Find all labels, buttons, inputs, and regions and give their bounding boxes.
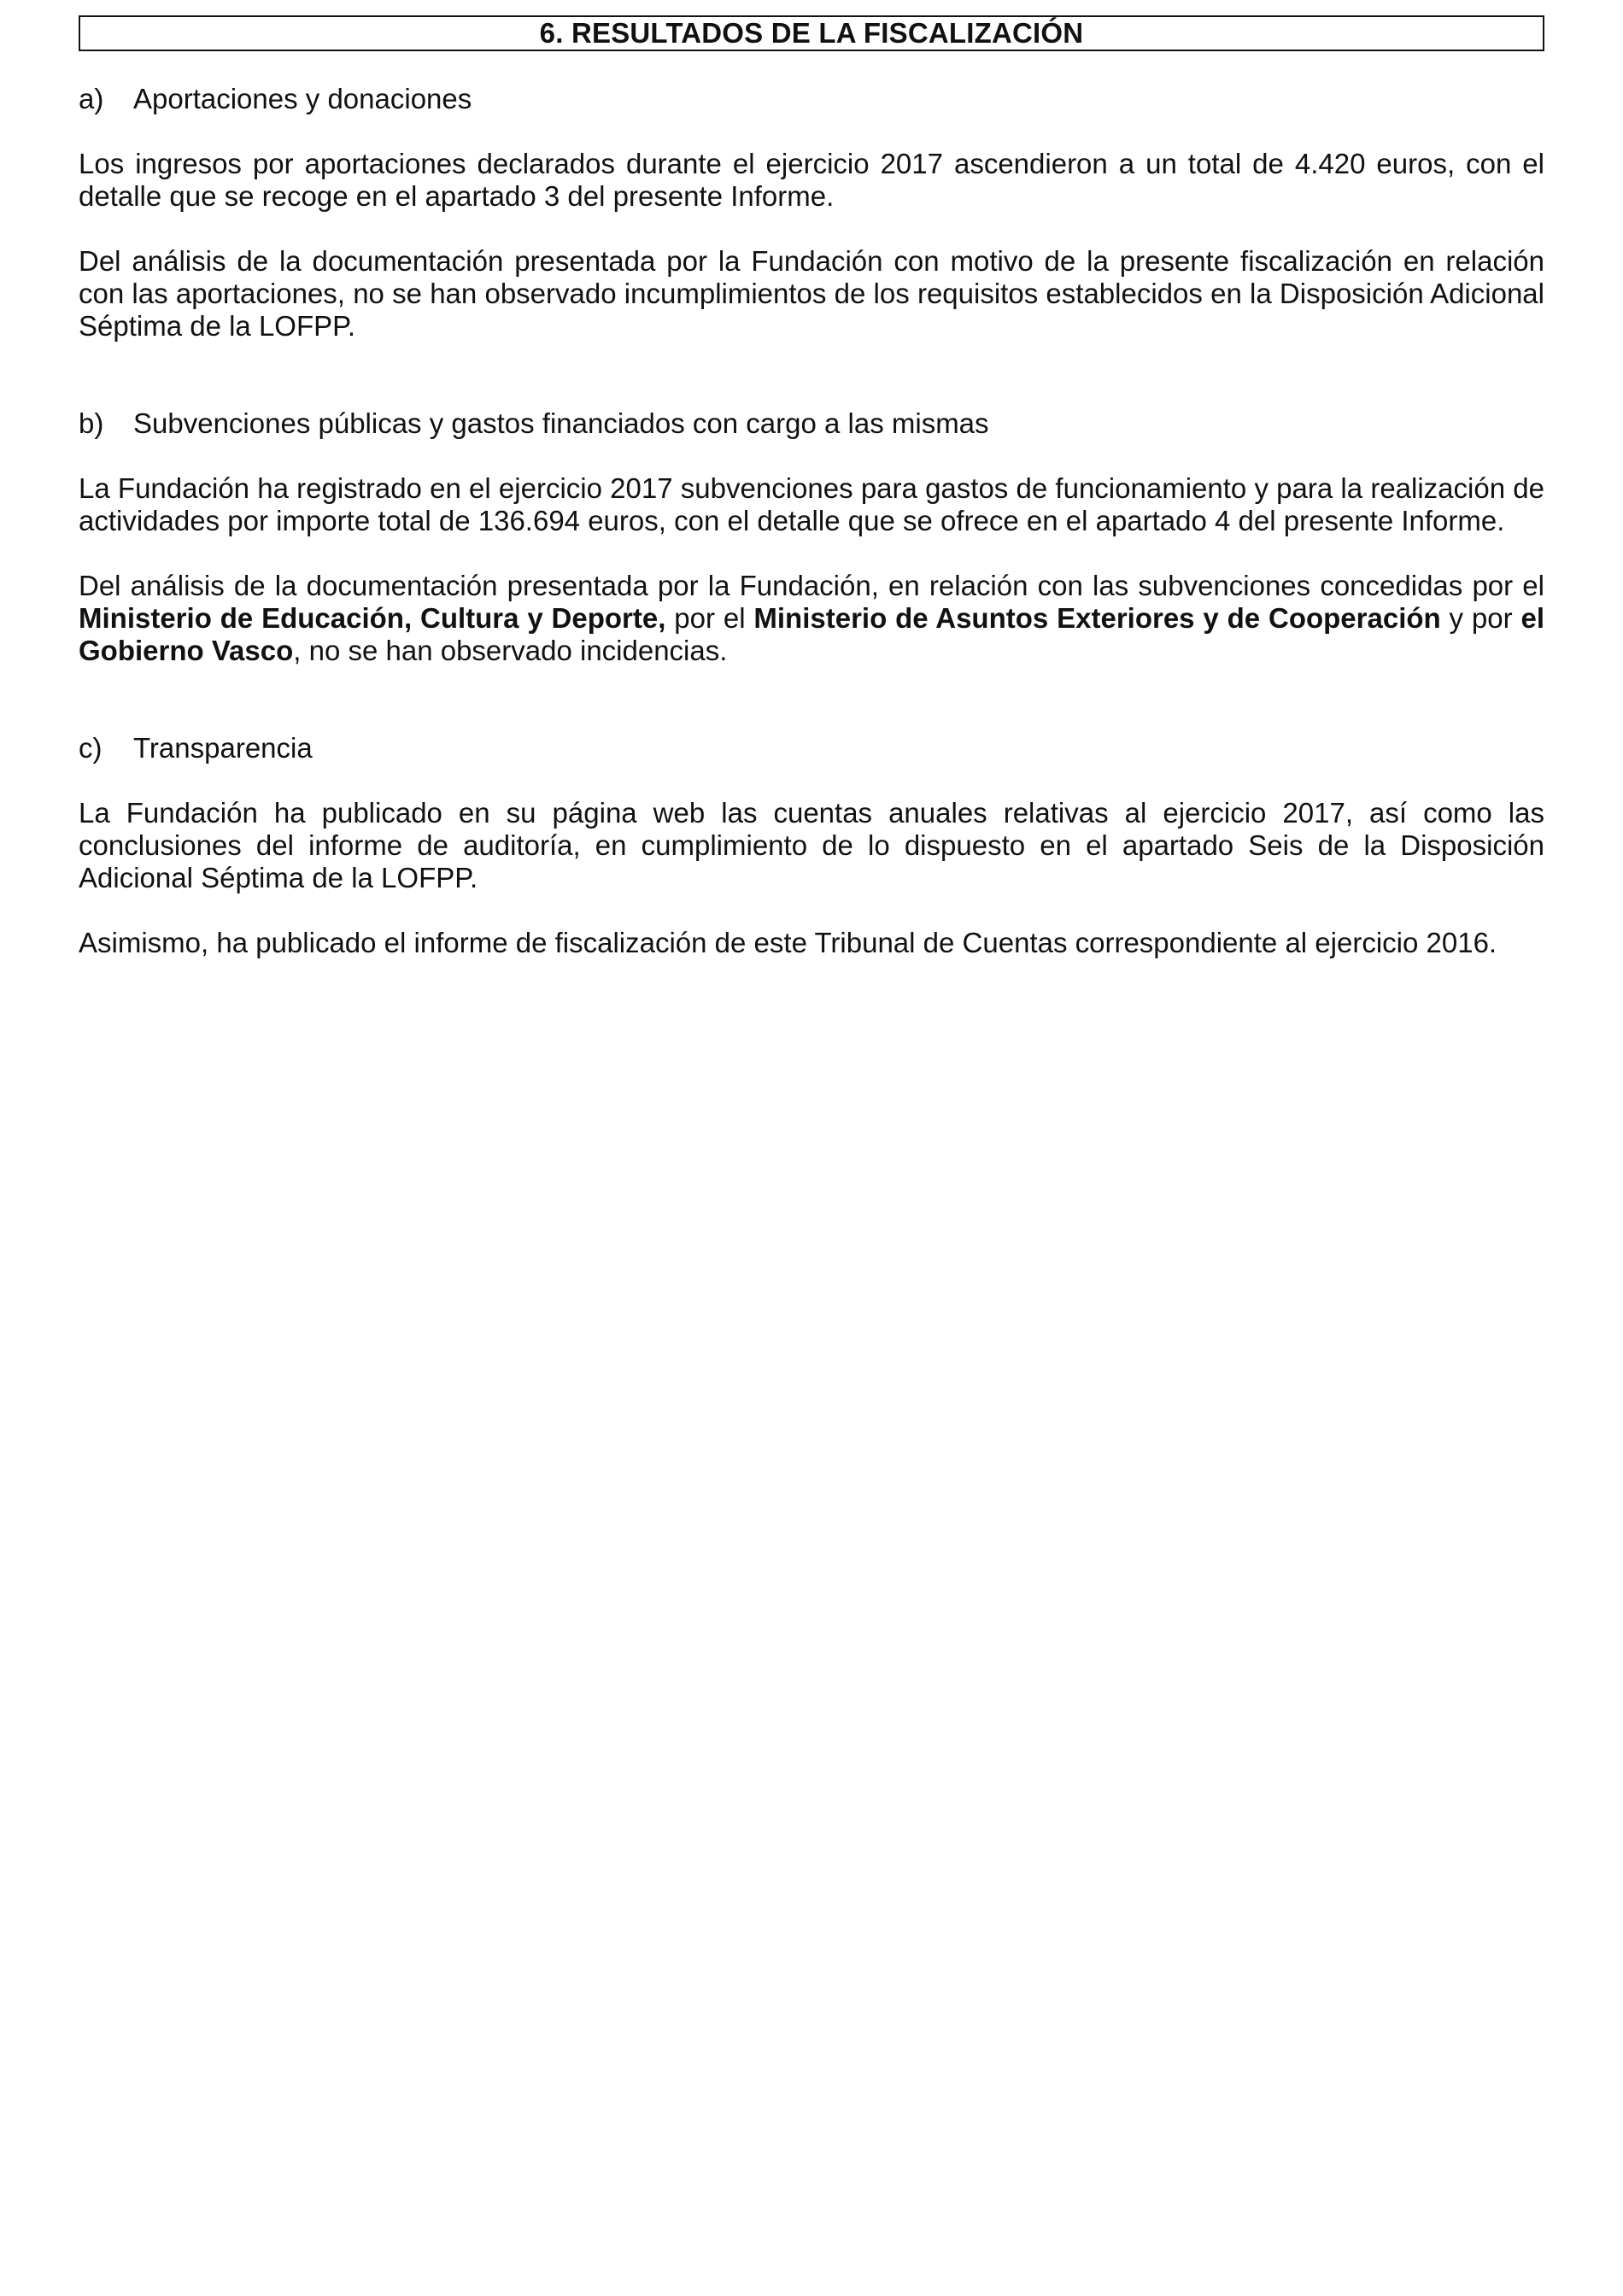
subsection-b-heading: [79, 407, 1544, 440]
subsection-c-title: Transparencia: [133, 732, 313, 764]
bold-gobierno-vasco: el Gobierno Vasco: [79, 602, 1545, 666]
paragraph-transparencia-publicacion: La Fundación ha publicado en su página web las cuentas anuales relativas al ejercicio 2017, así como las conclusiones del informe de auditoría, en cumplimiento de lo dispuesto en el apartado Seis de la Disposición Adicional Séptima de la LOFPP.: [79, 797, 1544, 893]
paragraph-aportaciones-analisis: Del análisis de la documentación presentada por la Fundación con motivo de la presente fiscalización en relación con las aportaciones, no se han observado incumplimientos de los requisitos establecidos en la Disposición Adicional Séptima de la LOFPP.: [79, 245, 1544, 342]
bold-ministerio-exteriores: Ministerio de Asuntos Exteriores y de Cooperación: [753, 602, 1441, 634]
text-segment: , no se han observado incidencias.: [293, 635, 728, 666]
paragraph-subvenciones-analisis: [79, 570, 1544, 667]
section-title: 6. RESULTADOS DE LA FISCALIZACIÓN: [79, 15, 1544, 51]
text-segment: y por: [1440, 602, 1521, 634]
paragraph-transparencia-informe: Asimismo, ha publicado el informe de fiscalización de este Tribunal de Cuentas correspondiente al ejercicio 2016.: [79, 927, 1497, 958]
subsection-a-title: Aportaciones y donaciones: [133, 83, 472, 114]
subsection-b-letter: b): [79, 407, 104, 439]
subsection-c-letter: c): [79, 732, 103, 764]
paragraph-aportaciones-ingresos: Los ingresos por aportaciones declarados durante el ejercicio 2017 ascendieron a un total de 4.420 euros, con el detalle que se recoge en el apartado 3 del presente Informe.: [79, 148, 1544, 212]
text-segment: por el: [665, 602, 754, 634]
subsection-c-heading: [79, 732, 1544, 764]
text-segment: Del análisis de la documentación presentada por la Fundación, en relación con las subvenciones concedidas por el: [79, 570, 1544, 601]
paragraph-subvenciones-registro: La Fundación ha registrado en el ejercicio 2017 subvenciones para gastos de funcionamiento y para la realización de actividades por importe total de 136.694 euros, con el detalle que se ofrece en el apartado 4 del presente Informe.: [79, 472, 1544, 536]
bold-ministerio-educacion: Ministerio de Educación, Cultura y Deporte,: [79, 602, 666, 634]
subsection-a-letter: a): [79, 83, 104, 114]
subsection-a-heading: [79, 83, 1544, 115]
document-page: [79, 15, 1544, 959]
subsection-b-title: Subvenciones públicas y gastos financiados con cargo a las mismas: [133, 407, 989, 439]
